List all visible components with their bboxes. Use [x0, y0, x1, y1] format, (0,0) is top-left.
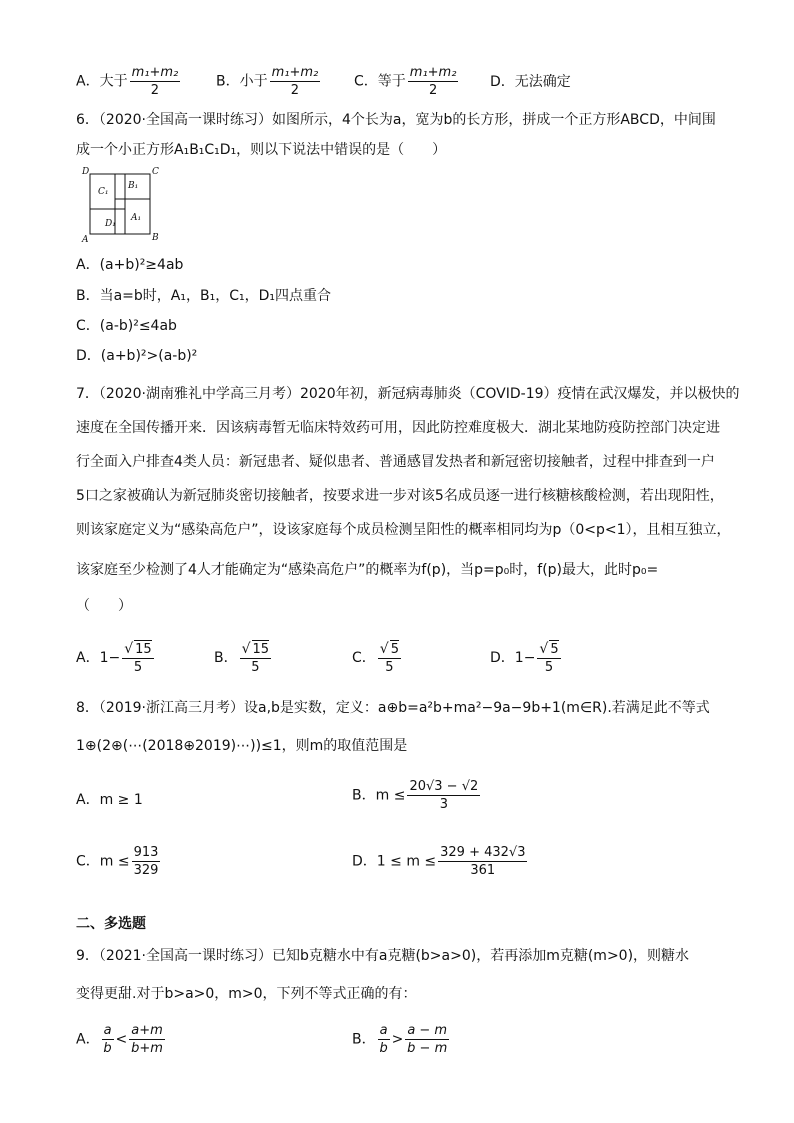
q9-option-a-operator: <	[115, 1031, 128, 1048]
q8-option-b	[352, 778, 482, 813]
q6-option-c: C．(a-b)²≤4ab	[76, 318, 177, 334]
label-c: C	[152, 167, 159, 177]
q9-option-a	[76, 1022, 167, 1057]
label-d1: D₁	[105, 219, 116, 229]
q8-option-d	[352, 844, 529, 879]
radicand: 5	[390, 642, 399, 657]
q8-option-c	[76, 844, 162, 879]
q7-option-b-frac	[240, 640, 271, 676]
frac-den: 329	[133, 863, 159, 878]
label-a: A	[82, 235, 89, 245]
q8-option-a: A．m ≥ 1	[76, 792, 143, 808]
q9-option-a-label: A．	[76, 1031, 100, 1048]
q9-option-b	[352, 1022, 451, 1057]
frac-den: 2	[428, 83, 438, 98]
frac-num: a − m	[407, 1023, 448, 1038]
radicand: 15	[135, 642, 152, 657]
q5-option-a-label: A．大于	[76, 73, 128, 90]
q8-option-d-frac	[438, 844, 527, 879]
frac-num: a	[103, 1023, 112, 1038]
q8-option-d-label: D．1 ≤ m ≤	[352, 853, 437, 870]
q7-option-d-label: D．	[490, 650, 515, 666]
frac-den: b − m	[407, 1041, 448, 1056]
q5-option-a	[76, 64, 182, 99]
label-d: D	[82, 167, 90, 177]
q5-option-d: D．无法确定	[490, 74, 571, 90]
q9-line-1: 9．（2021·全国高一课时练习）已知b克糖水中有a克糖(b>a>0)，若再添加m克糖(m>0)，则糖水	[76, 948, 690, 964]
q5-option-c-label: C．等于	[354, 73, 406, 90]
label-b1: B₁	[128, 181, 139, 191]
q9-option-b-left-frac	[378, 1022, 390, 1057]
q7-line-5: 则该家庭定义为“感染高危户”，设该家庭每个成员检测呈阳性的概率相同均为p（0<p<1），且相互独立，	[76, 522, 731, 538]
q8-line-2: 1⊕(2⊕(⋯(2018⊕2019)⋯))≤1，则m的取值范围是	[76, 738, 408, 754]
frac-num: 913	[133, 845, 159, 860]
q5-option-c-frac	[408, 64, 459, 99]
q7-option-d-prefix: 1−	[514, 650, 536, 666]
frac-den: 5	[385, 660, 394, 675]
q9-line-2: 变得更甜.对于b>a>0，m>0，下列不等式正确的有：	[76, 986, 417, 1002]
frac-num: m₁+m₂	[131, 65, 179, 80]
q7-option-b-label: B．	[214, 650, 238, 666]
section-heading: 二、多选题	[76, 916, 146, 932]
radical-sign: √	[539, 641, 549, 657]
q7-option-c-frac	[378, 640, 401, 676]
q5-option-b-label: B．小于	[216, 73, 268, 90]
frac-num: a	[379, 1023, 388, 1038]
q7-line-4: 5口之家被确认为新冠肺炎密切接触者，按要求进一步对该5名成员逐一进行核糖核酸检测，若出现阳性，	[76, 488, 724, 504]
q6-square-figure	[78, 166, 158, 246]
label-a1: A₁	[131, 213, 142, 223]
frac-num: m₁+m₂	[271, 65, 319, 80]
q6-line-2: 成一个小正方形A₁B₁C₁D₁，则以下说法中错误的是（ ）	[76, 142, 447, 158]
q5-option-a-frac	[130, 64, 181, 99]
q6-option-d: D．(a+b)²>(a-b)²	[76, 348, 198, 364]
frac-den: 5	[544, 660, 554, 675]
label-c1: C₁	[98, 187, 109, 197]
q6-option-b: B．当a=b时，A₁，B₁，C₁，D₁四点重合	[76, 288, 331, 304]
q8-option-c-label: C．m ≤	[76, 853, 130, 870]
q9-option-b-operator: >	[391, 1031, 404, 1048]
q7-line-7: （ ）	[76, 598, 132, 614]
q5-option-b	[216, 64, 322, 99]
radical-sign: √	[124, 641, 134, 657]
q8-option-b-label: B．m ≤	[352, 787, 406, 804]
q9-option-a-left-frac	[102, 1022, 114, 1057]
q7-line-3: 行全面入户排查4类人员：新冠患者、疑似患者、普通感冒发热者和新冠密切接触者，过程中排查到一户	[76, 454, 715, 470]
q9-option-b-label: B．	[352, 1031, 376, 1048]
q8-option-c-frac	[132, 844, 161, 879]
radicand: 5	[550, 642, 559, 657]
q8-line-1: 8．（2019·浙江高三月考）设a,b是实数，定义：a⊕b=a²b+ma²−9a−9b+1(m∈R).若满足此不等式	[76, 700, 710, 716]
q9-option-a-right-frac	[129, 1022, 165, 1057]
frac-den: b	[379, 1041, 388, 1056]
q7-option-a	[76, 640, 156, 676]
frac-den: 3	[439, 797, 448, 812]
radicand: 15	[252, 642, 270, 657]
q7-option-c	[352, 640, 403, 676]
frac-den: b+m	[131, 1041, 163, 1056]
frac-num: m₁+m₂	[409, 65, 457, 80]
q7-option-d	[490, 640, 563, 676]
frac-num: a+m	[131, 1023, 163, 1038]
frac-num: 329 + 432√3	[440, 845, 526, 860]
frac-den: 2	[290, 83, 300, 98]
q7-option-c-label: C．	[352, 650, 376, 666]
radical-sign: √	[241, 641, 251, 657]
q9-option-b-right-frac	[405, 1022, 449, 1057]
q7-option-a-frac	[122, 640, 153, 676]
q7-option-a-prefix: 1−	[99, 650, 121, 666]
q7-option-b	[214, 640, 273, 676]
q5-option-c	[354, 64, 460, 99]
q7-line-1: 7．（2020·湖南雅礼中学高三月考）2020年初，新冠病毒肺炎（COVID-19）疫情在武汉爆发，并以极快的	[76, 386, 740, 402]
q7-line-2: 速度在全国传播开来．因该病毒暂无临床特效药可用，因此防控难度极大．湖北某地防疫防控部门决定进	[76, 420, 720, 436]
radical-sign: √	[379, 641, 389, 657]
frac-den: b	[103, 1041, 112, 1056]
frac-den: 361	[470, 863, 496, 878]
frac-den: 5	[251, 660, 260, 675]
frac-den: 2	[150, 83, 160, 98]
label-b: B	[152, 233, 159, 243]
frac-den: 5	[133, 660, 143, 675]
q7-option-a-label: A．	[76, 650, 100, 666]
q7-option-d-frac	[537, 640, 560, 676]
q6-option-a: A．(a+b)²≥4ab	[76, 257, 184, 273]
q7-line-6: 该家庭至少检测了4人才能确定为“感染高危户”的概率为f(p)，当p=p₀时，f(p)最大，此时p₀=	[76, 562, 659, 578]
q8-option-b-frac	[407, 778, 480, 813]
q5-option-b-frac	[270, 64, 321, 99]
q6-line-1: 6．（2020·全国高一课时练习）如图所示，4个长为a，宽为b的长方形，拼成一个正方形ABCD，中间围	[76, 112, 716, 128]
frac-num: 20√3 − √2	[409, 779, 479, 794]
